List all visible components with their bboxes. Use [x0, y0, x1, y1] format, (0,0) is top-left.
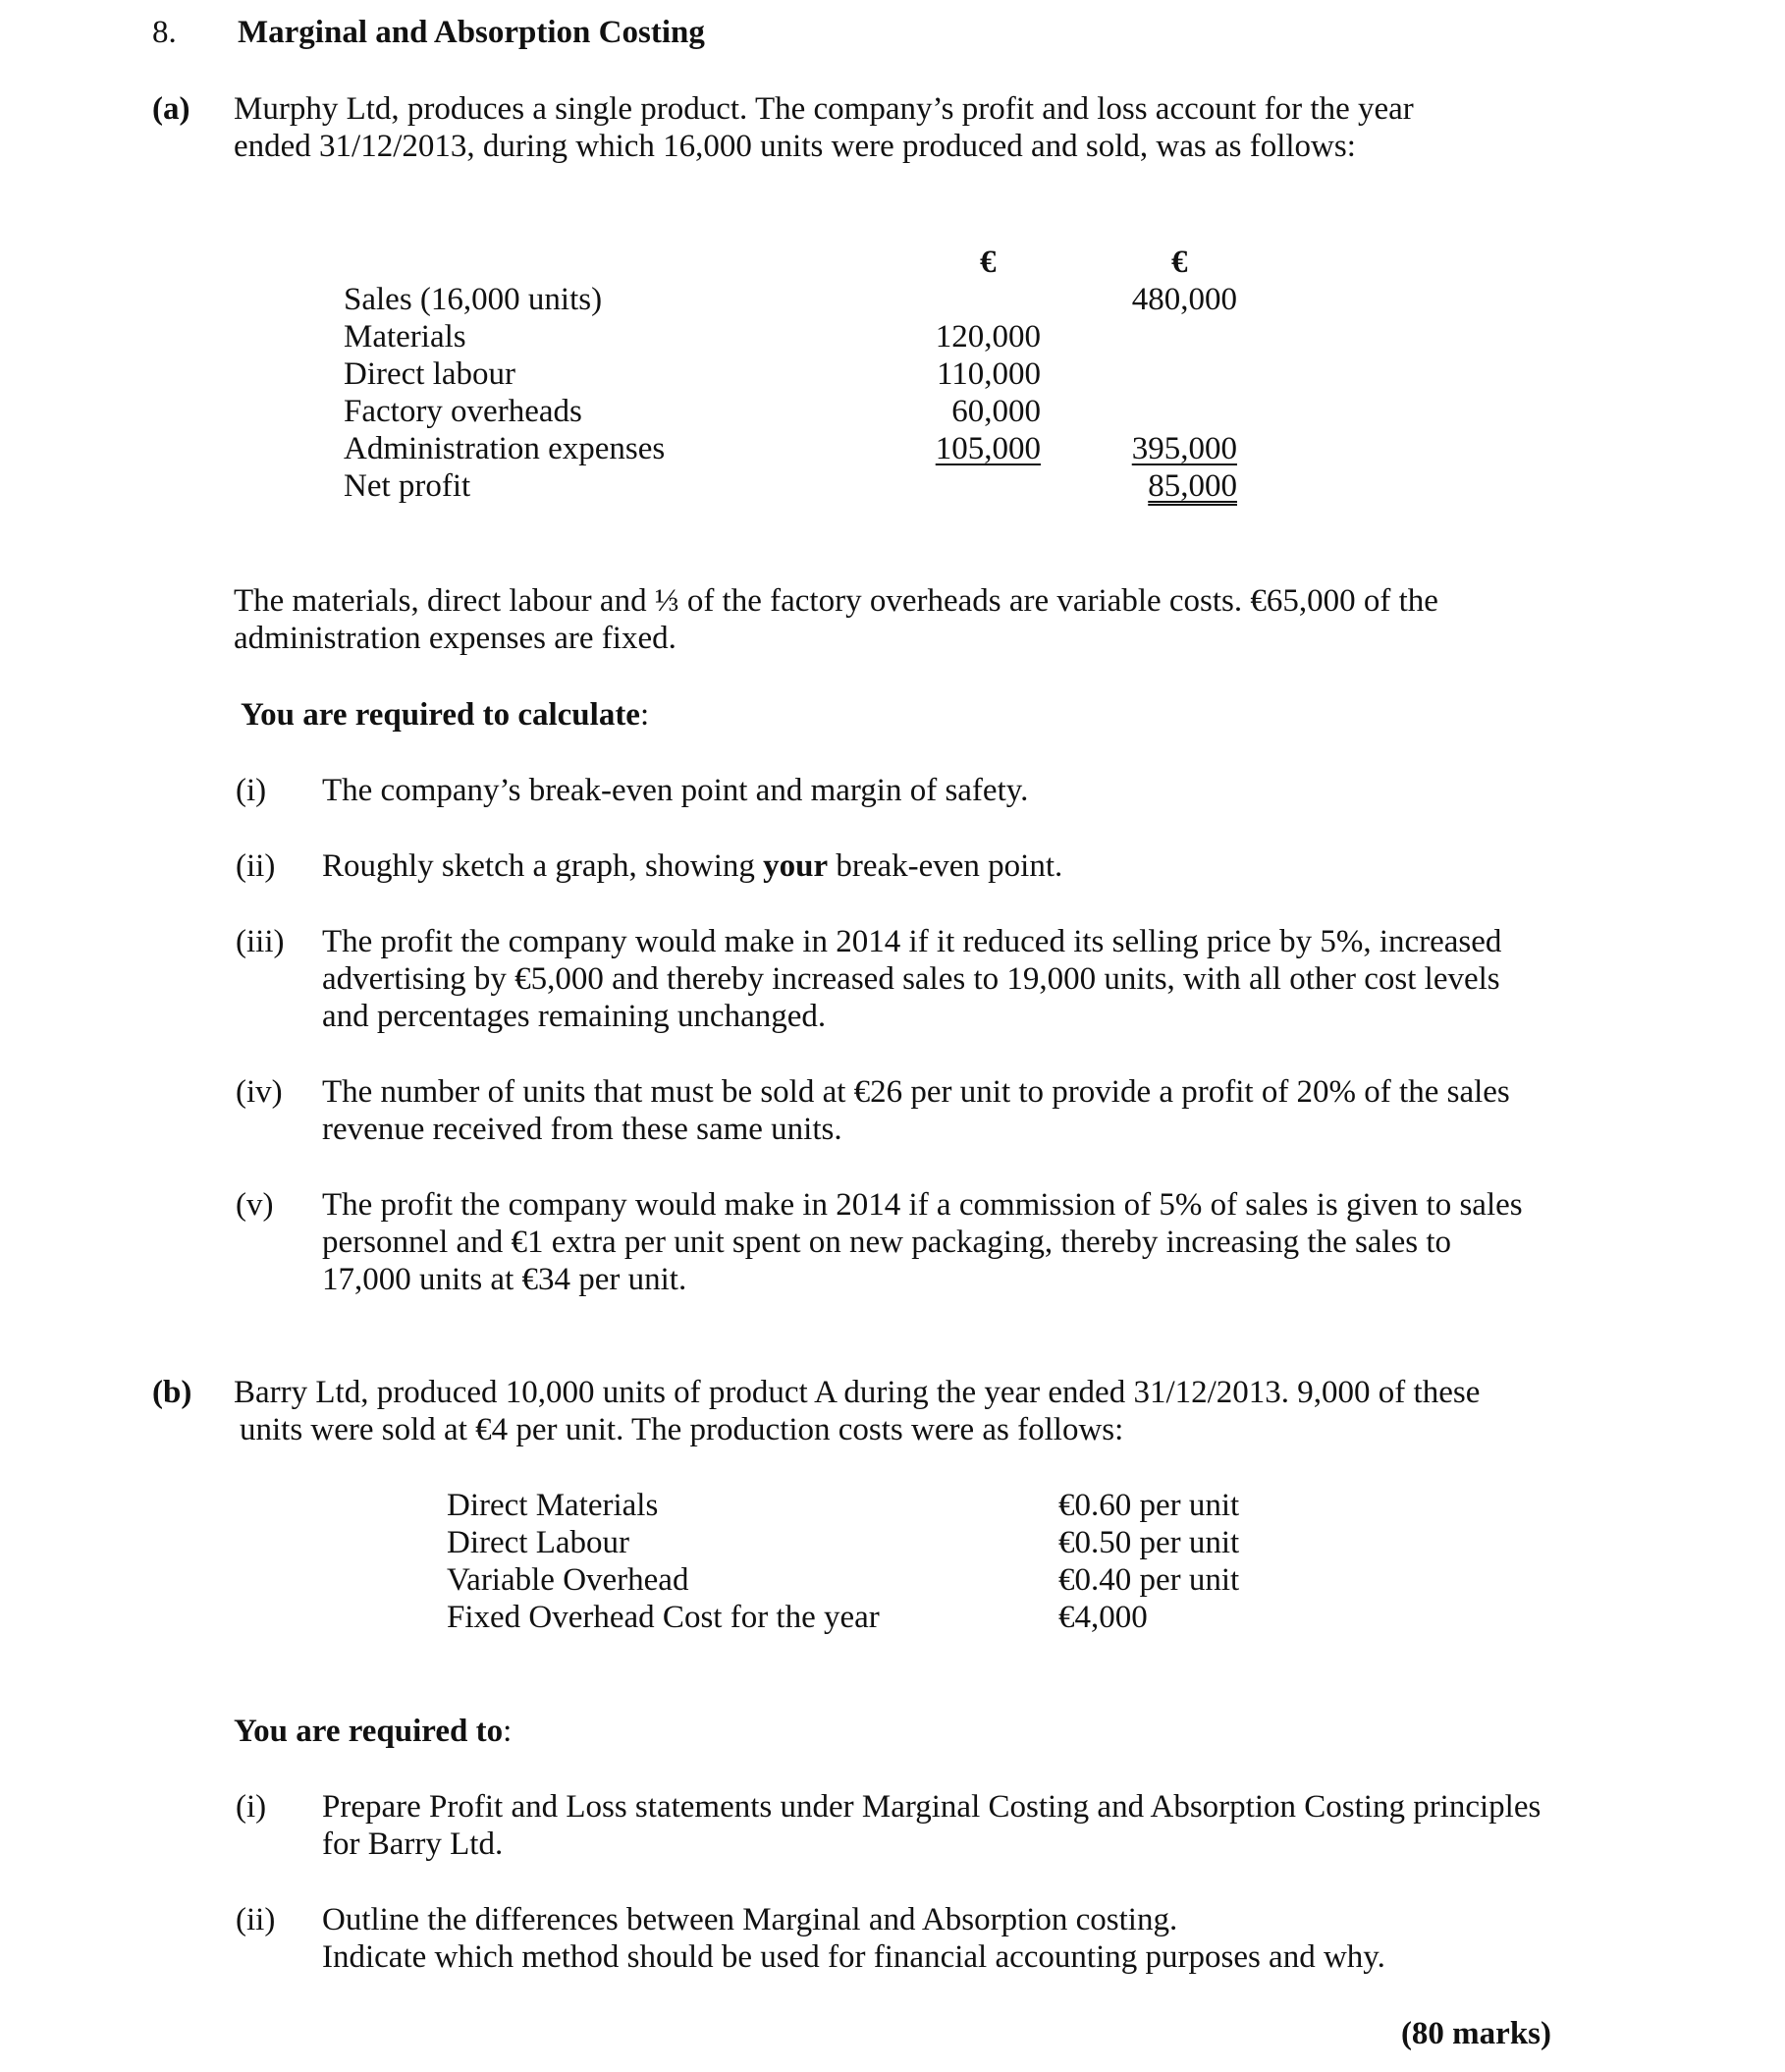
pl-row-col1: 120,000 [935, 319, 1041, 354]
task-text: The company’s break-even point and margin of safety. [322, 773, 1029, 808]
task-text: for Barry Ltd. [322, 1827, 504, 1862]
part-a-intro-line1: Murphy Ltd, produces a single product. The company’s profit and loss account for the year [234, 91, 1414, 127]
task-label: (i) [236, 773, 267, 808]
pl-row-item: Administration expenses [344, 431, 666, 466]
task-text: Indicate which method should be used for financial accounting purposes and why. [322, 1939, 1385, 1975]
part-a-intro-line2: ended 31/12/2013, during which 16,000 units were produced and sold, was as follows: [234, 129, 1356, 164]
part-b-intro-line1: Barry Ltd, produced 10,000 units of product A during the year ended 31/12/2013. 9,000 of these [234, 1375, 1481, 1410]
pl-row-col2: 480,000 [1131, 282, 1237, 317]
variable-costs-line1: The materials, direct labour and ⅓ of the factory overheads are variable costs. €65,000 of the [234, 583, 1438, 619]
task-label: (iv) [236, 1074, 283, 1110]
task-label: (v) [236, 1187, 274, 1223]
part-b-intro-line2: units were sold at €4 per unit. The production costs were as follows: [240, 1412, 1124, 1447]
cost-item: Direct Labour [447, 1525, 629, 1560]
pl-row-col1: 110,000 [936, 356, 1041, 392]
cost-value: €4,000 [1058, 1600, 1148, 1635]
pl-row-item: Sales (16,000 units) [344, 282, 603, 317]
cost-value: €0.60 per unit [1058, 1488, 1240, 1523]
task-text: advertising by €5,000 and thereby increased sales to 19,000 units, with all other cost levels [322, 961, 1500, 997]
pl-row-col1: 105,000 [935, 431, 1041, 466]
task-text: The number of units that must be sold at €26 per unit to provide a profit of 20% of the sales [322, 1074, 1510, 1110]
part-b-required-heading: You are required to: [234, 1714, 513, 1749]
pl-row-col2: 395,000 [1131, 431, 1237, 466]
cost-item: Direct Materials [447, 1488, 659, 1523]
part-a-label: (a) [152, 91, 190, 127]
task-text: 17,000 units at €34 per unit. [322, 1262, 687, 1297]
task-text: revenue received from these same units. [322, 1112, 842, 1147]
cost-item: Fixed Overhead Cost for the year [447, 1600, 880, 1635]
pl-currency-col2: € [1171, 245, 1188, 280]
task-label: (iii) [236, 924, 285, 959]
question-number: 8. [152, 15, 177, 50]
task-text: Prepare Profit and Loss statements under Marginal Costing and Absorption Costing principles [322, 1789, 1542, 1825]
task-text: The profit the company would make in 2014 if it reduced its selling price by 5%, increased [322, 924, 1502, 959]
pl-row-item: Net profit [344, 468, 471, 504]
task-label: (i) [236, 1789, 267, 1825]
part-a-required-heading: You are required to calculate: [241, 697, 650, 733]
task-label: (ii) [236, 1902, 276, 1937]
pl-row-item: Materials [344, 319, 466, 354]
task-text: The profit the company would make in 2014 if a commission of 5% of sales is given to sales [322, 1187, 1523, 1223]
pl-row-item: Factory overheads [344, 394, 582, 429]
task-text: Outline the differences between Marginal and Absorption costing. [322, 1902, 1178, 1937]
cost-value: €0.40 per unit [1058, 1562, 1240, 1598]
pl-currency-col1: € [980, 245, 997, 280]
question-title: Marginal and Absorption Costing [238, 15, 705, 50]
task-text: personnel and €1 extra per unit spent on new packaging, thereby increasing the sales to [322, 1225, 1452, 1260]
variable-costs-line2: administration expenses are fixed. [234, 621, 676, 656]
pl-row-col2: 85,000 [1148, 468, 1237, 504]
task-text: and percentages remaining unchanged. [322, 999, 827, 1034]
cost-value: €0.50 per unit [1058, 1525, 1240, 1560]
cost-item: Variable Overhead [447, 1562, 689, 1598]
task-label: (ii) [236, 848, 276, 884]
task-text: Roughly sketch a graph, showing your break-even point. [322, 848, 1063, 884]
pl-row-col1: 60,000 [951, 394, 1041, 429]
part-b-label: (b) [152, 1375, 192, 1410]
total-marks: (80 marks) [1400, 2016, 1551, 2051]
pl-row-item: Direct labour [344, 356, 516, 392]
